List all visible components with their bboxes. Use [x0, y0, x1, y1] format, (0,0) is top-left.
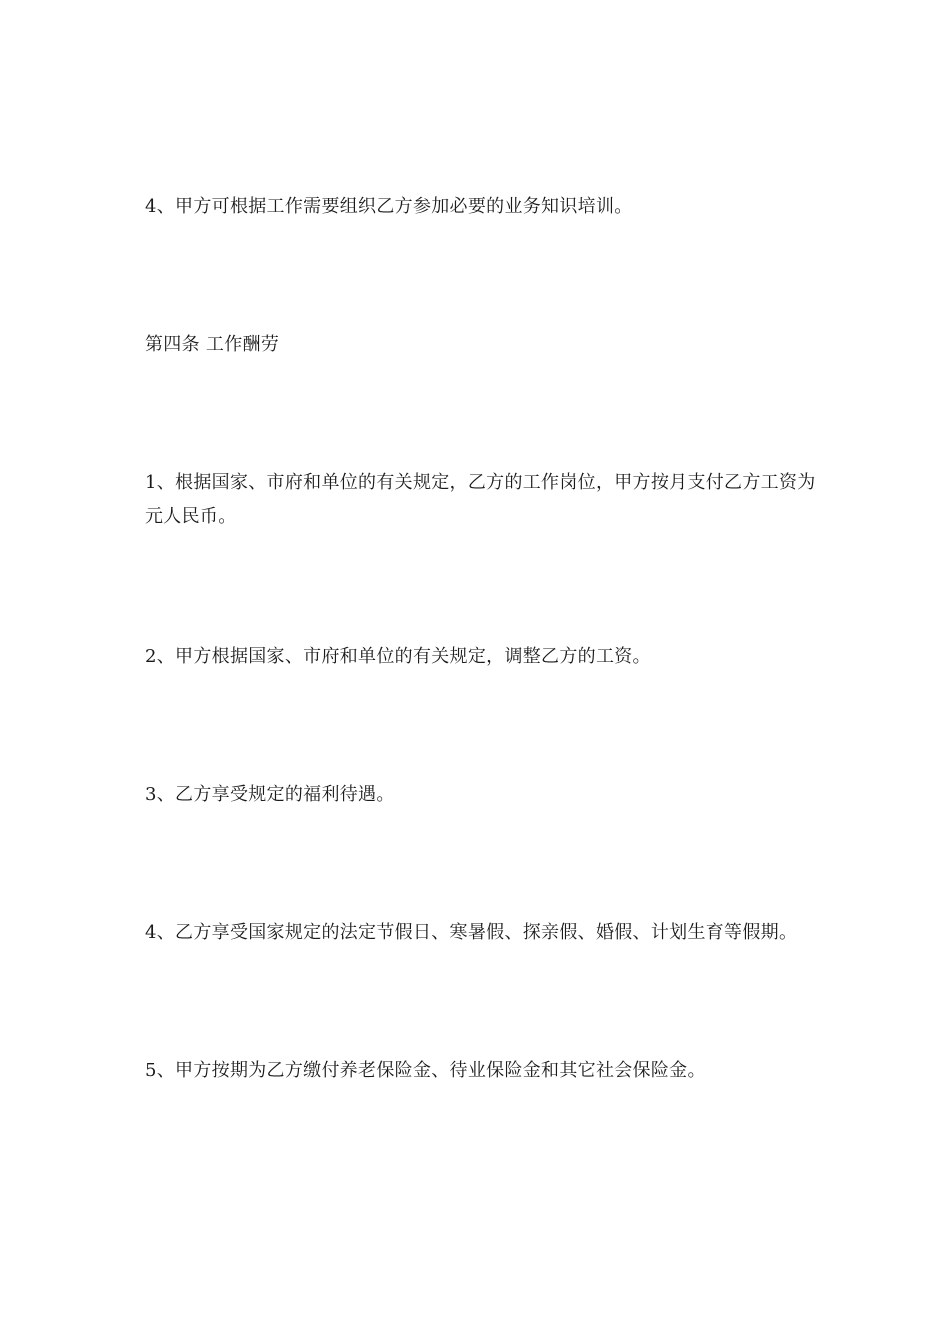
paragraph-welfare: 3、乙方享受规定的福利待遇。 — [145, 784, 395, 805]
paragraph-holidays: 4、乙方享受国家规定的法定节假日、寒暑假、探亲假、婚假、计划生育等假期。 — [145, 922, 798, 943]
paragraph-salary: 1、根据国家、市府和单位的有关规定，乙方的工作岗位，甲方按月支付乙方工资为 元人民币。 — [145, 472, 816, 527]
paragraph-salary-adjustment: 2、甲方根据国家、市府和单位的有关规定，调整乙方的工资。 — [145, 646, 651, 667]
paragraph-insurance: 5、甲方按期为乙方缴付养老保险金、待业保险金和其它社会保险金。 — [145, 1060, 706, 1081]
paragraph-training: 4、甲方可根据工作需要组织乙方参加必要的业务知识培训。 — [145, 196, 633, 217]
section-heading-remuneration: 第四条 工作酬劳 — [145, 334, 280, 355]
